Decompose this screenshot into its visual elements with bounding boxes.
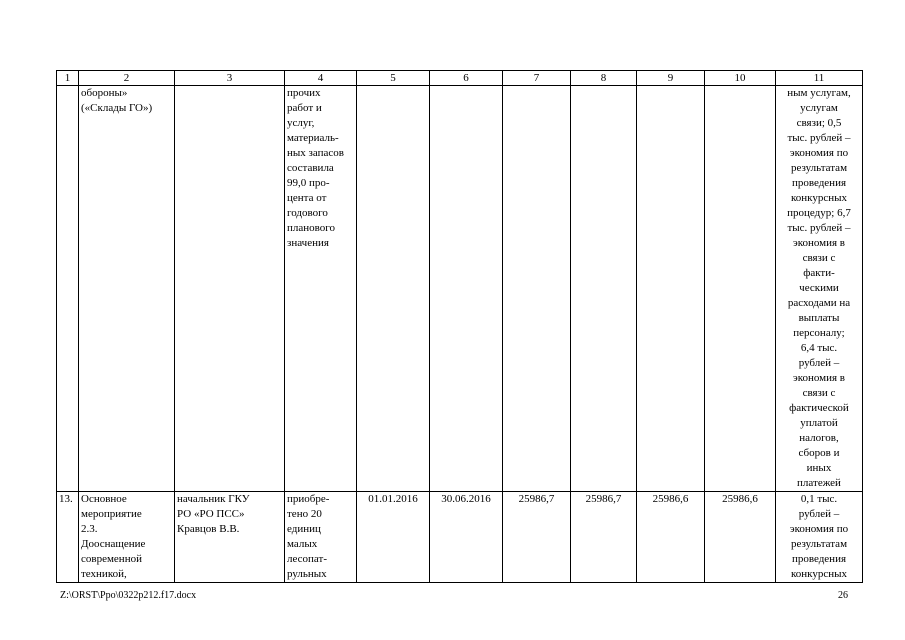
row2-value-7-cell: 25986,7 — [503, 492, 571, 583]
cell-line: приобре- — [287, 493, 330, 505]
cell-line: мероприятие — [81, 508, 142, 520]
cell-line: конкурсных — [790, 568, 848, 580]
cell-line: факти- — [803, 267, 835, 279]
table-row — [57, 492, 863, 583]
cell-line: экономия по — [789, 523, 849, 535]
cell-line: экономия в — [792, 237, 846, 249]
cell-line: рульных — [287, 568, 327, 580]
cell-line: прочих — [287, 87, 321, 99]
row2-measure-name-cell — [79, 492, 175, 583]
cell-line: выплаты — [798, 312, 840, 324]
cell-line: ческими — [799, 282, 839, 294]
row1-start-date-cell — [357, 86, 430, 492]
row1-end-date-cell — [430, 86, 503, 492]
row2-value-9-cell: 25986,6 — [637, 492, 705, 583]
cell-line: 2.3. — [81, 523, 98, 535]
col-header-8: 8 — [571, 71, 637, 86]
row1-notes-cell — [776, 86, 863, 492]
cell-line: 99,0 про- — [287, 177, 330, 189]
cell-line: рублей – — [798, 357, 840, 369]
cell-line: годового — [287, 207, 328, 219]
row1-value-8-cell — [571, 86, 637, 492]
row1-number-cell — [57, 86, 79, 492]
cell-line: планового — [287, 222, 336, 234]
cell-line: расходами на — [787, 297, 851, 309]
cell-line: связи с — [802, 252, 836, 264]
cell-line: иных — [806, 462, 832, 474]
cell-line: обороны» — [81, 87, 128, 99]
row2-value-8-cell: 25986,7 — [571, 492, 637, 583]
cell-line: ным услугам, — [787, 87, 851, 99]
cell-line: экономия по — [789, 147, 849, 159]
cell-line: малых — [287, 538, 318, 550]
row2-value-10-cell: 25986,6 — [705, 492, 776, 583]
cell-line: налогов, — [799, 432, 839, 444]
col-header-1: 1 — [57, 71, 79, 86]
col-header-9: 9 — [637, 71, 705, 86]
cell-line: лесопат- — [287, 553, 327, 565]
col-header-4: 4 — [285, 71, 357, 86]
cell-line: цента от — [287, 192, 327, 204]
row1-measure-name-cell — [79, 86, 175, 492]
cell-line: услуг, — [287, 117, 315, 129]
cell-line: единиц — [287, 523, 321, 535]
header-row — [57, 71, 863, 86]
footer-page-number: 26 — [838, 590, 848, 601]
cell-line: сборов и — [798, 447, 840, 459]
cell-line: материаль- — [287, 132, 339, 144]
cell-line: ных запасов — [287, 147, 344, 159]
cell-line: платежей — [797, 477, 841, 489]
row1-result-cell — [285, 86, 357, 492]
row2-result-cell — [285, 492, 357, 583]
row2-end-date-cell: 30.06.2016 — [430, 492, 503, 583]
cell-line: работ и — [287, 102, 322, 114]
col-header-3: 3 — [175, 71, 285, 86]
row2-number-cell: 13. — [57, 492, 79, 583]
row1-value-9-cell — [637, 86, 705, 492]
cell-line: конкурсных — [790, 192, 848, 204]
col-header-10: 10 — [705, 71, 776, 86]
row2-notes-cell — [776, 492, 863, 583]
cell-line: значения — [287, 237, 329, 249]
cell-line: тыс. рублей – — [787, 132, 851, 144]
cell-line: Дооснащение — [81, 538, 146, 550]
cell-line: персоналу; — [793, 327, 845, 339]
row1-value-7-cell — [503, 86, 571, 492]
cell-line: фактической — [789, 402, 849, 414]
cell-line: 6,4 тыс. — [800, 342, 838, 354]
cell-line: РО «РО ПСС» — [177, 508, 245, 520]
cell-line: («Склады ГО») — [81, 102, 153, 114]
cell-line: начальник ГКУ — [177, 493, 250, 505]
cell-line: уплатой — [800, 417, 838, 429]
col-header-5: 5 — [357, 71, 430, 86]
row2-start-date-cell: 01.01.2016 — [357, 492, 430, 583]
cell-line: связи; 0,5 — [796, 117, 842, 129]
cell-line: составила — [287, 162, 334, 174]
col-header-6: 6 — [430, 71, 503, 86]
cell-line: рублей – — [798, 508, 840, 520]
cell-line: тено 20 — [287, 508, 322, 520]
col-header-2: 2 — [79, 71, 175, 86]
cell-line: Основное — [81, 493, 127, 505]
cell-line: 0,1 тыс. — [800, 493, 838, 505]
row1-value-10-cell — [705, 86, 776, 492]
cell-line: связи с — [802, 387, 836, 399]
cell-line: процедур; 6,7 — [787, 207, 851, 219]
footer-file-path: Z:\ORST\Ppo\0322p212.f17.docx — [60, 590, 197, 601]
table-row — [57, 86, 863, 492]
cell-line: услугам — [800, 102, 838, 114]
cell-line: техникой, — [81, 568, 127, 580]
cell-line: современной — [81, 553, 142, 565]
cell-line: Кравцов В.В. — [177, 523, 240, 535]
cell-line: результатам — [790, 162, 848, 174]
cell-line: проведения — [791, 177, 847, 189]
row1-responsible-cell — [175, 86, 285, 492]
document-table — [56, 70, 863, 583]
cell-line: тыс. рублей – — [787, 222, 851, 234]
col-header-7: 7 — [503, 71, 571, 86]
col-header-11: 11 — [776, 71, 863, 86]
cell-line: проведения — [791, 553, 847, 565]
cell-line: результатам — [790, 538, 848, 550]
row2-responsible-cell — [175, 492, 285, 583]
cell-line: экономия в — [792, 372, 846, 384]
